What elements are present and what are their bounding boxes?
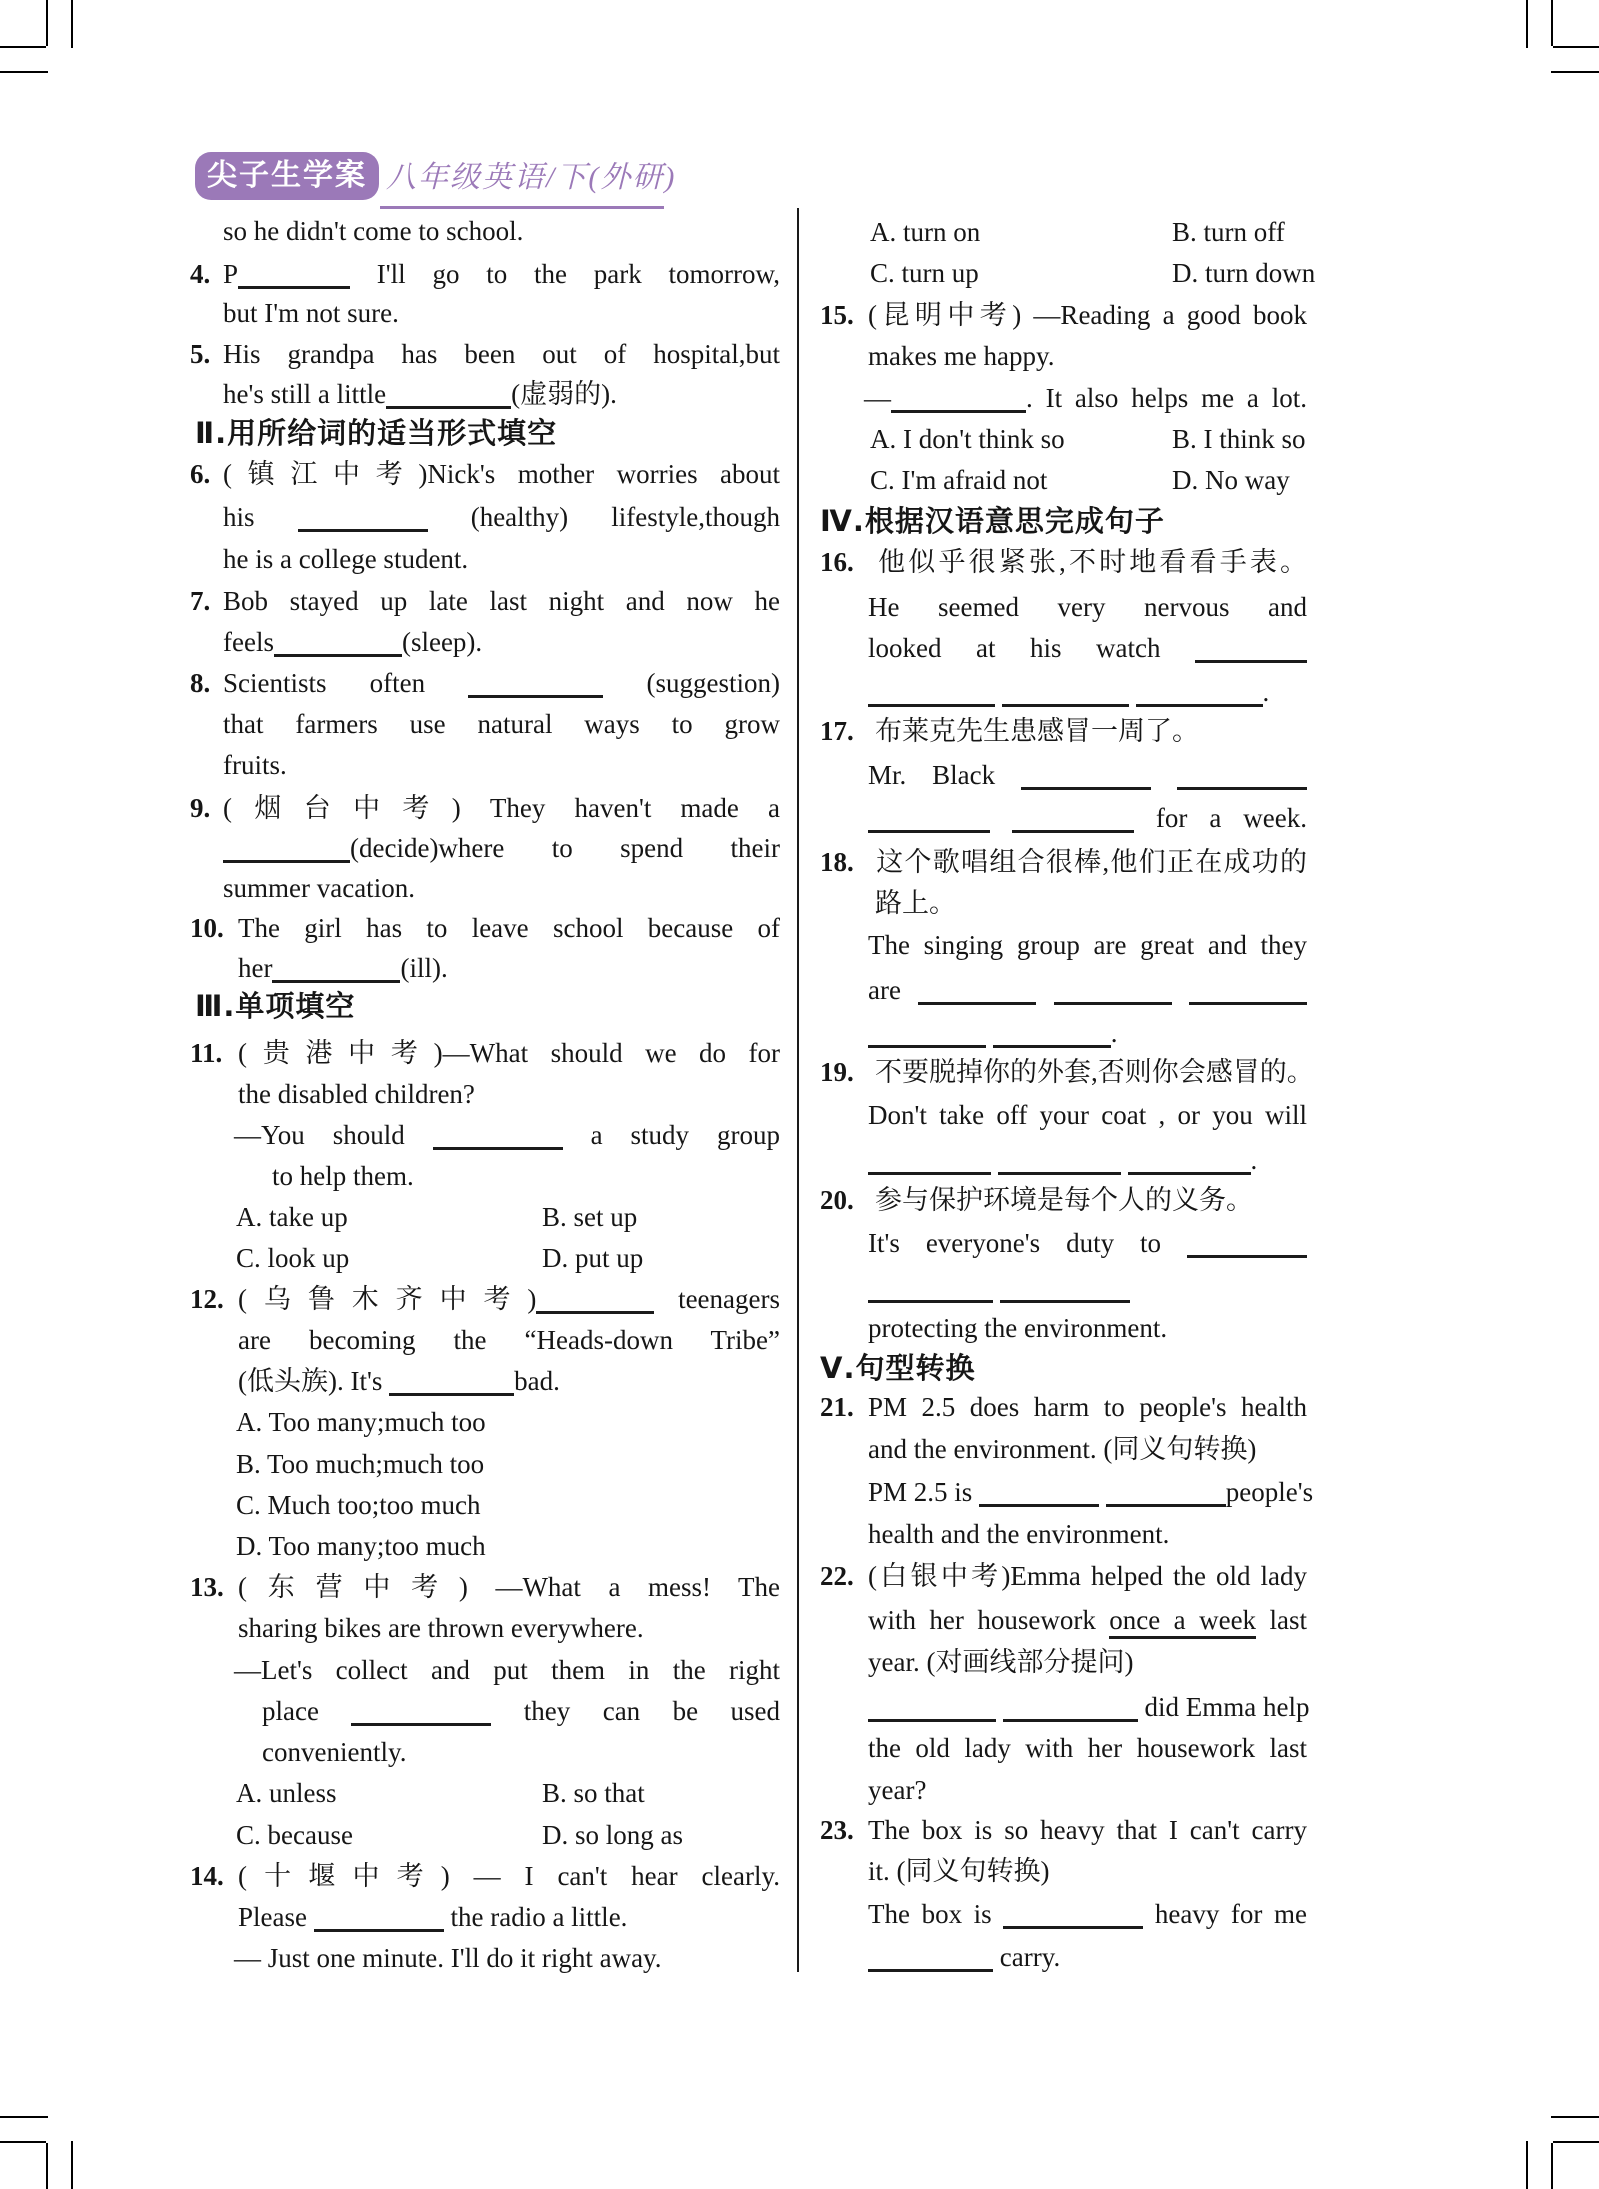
crop-mark-line	[1553, 46, 1599, 48]
answer-blank[interactable]	[272, 954, 400, 983]
answer-blank[interactable]	[868, 1274, 993, 1303]
title-underline	[380, 206, 664, 209]
text-line: D. turn down	[1172, 258, 1316, 288]
answer-blank[interactable]	[1128, 1146, 1251, 1175]
question-number: 17.	[820, 716, 854, 746]
section-header: Ⅲ.单项填空	[195, 989, 356, 1023]
text-line: C. turn up	[870, 258, 979, 288]
question-number: 16.	[820, 547, 854, 577]
question-number: 22.	[820, 1561, 854, 1591]
answer-blank[interactable]	[868, 804, 990, 833]
question-line: 15. (昆明中考) —Reading a good book	[820, 295, 1307, 336]
question-number: 11.	[190, 1038, 223, 1068]
text-line: C. because	[236, 1820, 353, 1850]
crop-mark-line	[0, 46, 46, 48]
text-line: B. set up	[542, 1202, 638, 1232]
answer-blank[interactable]	[386, 380, 511, 409]
question-line: 20. 参与保护环境是每个人的义务。	[820, 1180, 1253, 1221]
question-line: 11. (贵港中考)—What should we do for	[190, 1033, 780, 1074]
text-line: He seemed very nervous and	[868, 592, 1307, 622]
text-line: (低头族). It's bad.	[238, 1366, 560, 1396]
text-line: are becoming the “Heads-down Tribe”	[238, 1325, 780, 1355]
text-line: feels (sleep).	[223, 627, 483, 657]
text-line: Mr. Black	[868, 755, 1307, 796]
question-number: 4.	[190, 259, 211, 289]
text-line: but I'm not sure.	[223, 298, 399, 328]
question-number: 14.	[190, 1861, 224, 1891]
text-line: C. I'm afraid not	[870, 465, 1048, 495]
answer-blank[interactable]	[298, 503, 428, 532]
text-line: year?	[868, 1775, 927, 1805]
question-line: 16. 他似乎很紧张,不时地看看手表。	[820, 542, 1307, 583]
question-number: 10.	[190, 913, 224, 943]
crop-mark-line	[1551, 2116, 1599, 2118]
crop-mark-line	[1526, 0, 1528, 48]
text-line: It's everyone's duty to	[868, 1223, 1307, 1264]
question-number: 6.	[190, 459, 211, 489]
text-line: summer vacation.	[223, 873, 415, 903]
text-line: C. look up	[236, 1243, 350, 1273]
text-line: A. I don't think so	[870, 424, 1065, 454]
crop-mark-line	[1526, 2141, 1528, 2189]
text-line: A. unless	[236, 1778, 337, 1808]
brand-badge: 尖子生学案	[195, 152, 379, 200]
answer-blank[interactable]	[868, 1693, 996, 1722]
question-line: 17. 布莱克先生患感冒一周了。	[820, 711, 1199, 752]
text-line: year. (对画线部分提问)	[868, 1647, 1134, 1677]
text-line: 路上。	[875, 888, 956, 918]
text-line: .	[868, 1013, 1118, 1054]
text-line: to help them.	[272, 1161, 414, 1191]
text-line: that farmers use natural ways to grow	[223, 709, 780, 739]
text-line: The singing group are great and they	[868, 930, 1307, 960]
text-line: protecting the environment.	[868, 1313, 1168, 1343]
answer-blank[interactable]	[891, 384, 1026, 413]
answer-blank[interactable]	[468, 669, 603, 698]
text-line: are	[868, 970, 1307, 1011]
text-line: for a week.	[868, 798, 1307, 839]
answer-blank[interactable]	[274, 628, 402, 657]
text-line: fruits.	[223, 750, 287, 780]
answer-blank[interactable]	[1136, 678, 1263, 707]
text-line: A. turn on	[870, 217, 981, 247]
text-line: (decide)where to spend their	[223, 828, 780, 869]
text-line: he's still a little (虚弱的).	[223, 379, 617, 409]
text-line: A. Too many;much too	[236, 1407, 486, 1437]
text-line: .	[868, 1140, 1257, 1181]
text-line: D. so long as	[542, 1820, 683, 1850]
text-line: place they can be used	[262, 1696, 780, 1726]
answer-blank[interactable]	[1003, 1693, 1138, 1722]
text-line: The box is heavy for me	[868, 1899, 1307, 1929]
text-line: D. No way	[1172, 465, 1290, 495]
question-line: 19. 不要脱掉你的外套,否则你会感冒的。	[820, 1052, 1307, 1093]
question-line: 13. (东营中考) —What a mess! The	[190, 1567, 780, 1608]
text-line: the old lady with her housework last	[868, 1733, 1307, 1763]
answer-blank[interactable]	[1106, 1478, 1226, 1507]
answer-blank[interactable]	[1195, 634, 1307, 663]
text-line: —Let's collect and put them in the right	[234, 1655, 780, 1685]
question-line: 5. His grandpa has been out of hospital,but	[190, 334, 780, 375]
crop-mark-line	[71, 0, 73, 48]
answer-blank[interactable]	[1189, 976, 1307, 1005]
answer-blank[interactable]	[998, 1146, 1121, 1175]
text-line: did Emma help	[868, 1687, 1307, 1728]
text-line: her (ill).	[238, 953, 448, 983]
answer-blank[interactable]	[1003, 1900, 1143, 1929]
crop-mark-line	[46, 2143, 48, 2189]
answer-blank[interactable]	[1021, 761, 1151, 790]
crop-mark-line	[0, 2116, 48, 2118]
question-line: 21. PM 2.5 does harm to people's health	[820, 1387, 1307, 1428]
text-line: —You should a study group	[234, 1120, 780, 1150]
question-number: 19.	[820, 1057, 854, 1087]
crop-mark-line	[71, 2141, 73, 2189]
answer-blank[interactable]	[351, 1697, 491, 1726]
question-number: 15.	[820, 300, 854, 330]
answer-blank[interactable]	[868, 678, 995, 707]
question-line: 12. (乌鲁木齐中考) teenagers	[190, 1279, 780, 1320]
answer-blank[interactable]	[536, 1285, 654, 1314]
section-header: Ⅱ.用所给词的适当形式填空	[195, 416, 558, 450]
answer-blank[interactable]	[223, 834, 350, 863]
crop-mark-line	[1553, 2141, 1599, 2143]
question-line: 6. (镇江中考)Nick's mother worries about	[190, 454, 780, 495]
question-number: 13.	[190, 1572, 224, 1602]
question-line: 9. (烟台中考) They haven't made a	[190, 788, 780, 829]
text-line: B. Too much;much too	[236, 1449, 485, 1479]
answer-blank[interactable]	[1012, 804, 1134, 833]
text-line: B. so that	[542, 1778, 645, 1808]
answer-blank[interactable]	[1177, 761, 1307, 790]
text-line: makes me happy.	[868, 341, 1055, 371]
text-line: conveniently.	[262, 1737, 407, 1767]
answer-blank[interactable]	[1000, 1274, 1130, 1303]
answer-blank[interactable]	[1002, 678, 1129, 707]
text-line: with her housework once a week last	[868, 1600, 1307, 1641]
question-line: 8. Scientists often (suggestion)	[190, 663, 780, 704]
text-line: .	[868, 672, 1269, 713]
crop-mark-line	[1551, 0, 1553, 46]
text-line: his (healthy) lifestyle,though	[223, 502, 780, 532]
question-line: 23. The box is so heavy that I can't carry	[820, 1810, 1307, 1851]
text-line: — . It also helps me a lot.	[864, 383, 1307, 413]
answer-blank[interactable]	[314, 1903, 444, 1932]
section-header: Ⅴ.句型转换	[820, 1351, 976, 1385]
question-line: 7. Bob stayed up late last night and now he	[190, 581, 780, 622]
question-line: 22. (白银中考)Emma helped the old lady	[820, 1556, 1307, 1597]
question-number: 8.	[190, 668, 211, 698]
text-line: D. Too many;too much	[236, 1531, 486, 1561]
crop-mark-line	[0, 71, 48, 73]
text-line: sharing bikes are thrown everywhere.	[238, 1613, 644, 1643]
question-number: 5.	[190, 339, 211, 369]
question-number: 12.	[190, 1284, 224, 1314]
column-divider	[797, 208, 799, 1972]
question-number: 7.	[190, 586, 211, 616]
question-number: 18.	[820, 847, 854, 877]
page-title: 八年级英语/下(外研)	[386, 161, 677, 194]
question-number: 21.	[820, 1392, 854, 1422]
text-line: B. I think so	[1172, 424, 1306, 454]
text-line: the disabled children?	[238, 1079, 475, 1109]
answer-blank[interactable]	[868, 1943, 993, 1972]
answer-blank[interactable]	[868, 1146, 991, 1175]
text-line: D. put up	[542, 1243, 644, 1273]
text-line: A. take up	[236, 1202, 348, 1232]
text-line: PM 2.5 is people's	[868, 1477, 1314, 1507]
question-number: 20.	[820, 1185, 854, 1215]
text-line: B. turn off	[1172, 217, 1285, 247]
underlined-phrase: once a week	[1109, 1605, 1256, 1639]
answer-blank[interactable]	[868, 1019, 986, 1048]
text-line: Don't take off your coat , or you will	[868, 1100, 1307, 1130]
question-number: 9.	[190, 793, 211, 823]
answer-blank[interactable]	[433, 1121, 563, 1150]
text-line: and the environment. (同义句转换)	[868, 1434, 1257, 1464]
text-line: he is a college student.	[223, 544, 469, 574]
section-header: Ⅳ.根据汉语意思完成句子	[820, 504, 1165, 538]
text-line: — Just one minute. I'll do it right away.	[234, 1943, 662, 1973]
answer-blank[interactable]	[979, 1478, 1099, 1507]
text-line: Please the radio a little.	[238, 1902, 628, 1932]
crop-mark-line	[0, 2141, 46, 2143]
question-number: 23.	[820, 1815, 854, 1845]
crop-mark-line	[46, 0, 48, 46]
text-line: looked at his watch	[868, 628, 1307, 669]
answer-blank[interactable]	[1187, 1229, 1307, 1258]
answer-blank[interactable]	[993, 1019, 1111, 1048]
text-line: health and the environment.	[868, 1519, 1170, 1549]
question-line: 18. 这个歌唱组合很棒,他们正在成功的	[820, 842, 1307, 883]
text-line: carry.	[868, 1937, 1060, 1978]
answer-blank[interactable]	[1054, 976, 1172, 1005]
question-line: 4. P I'll go to the park tomorrow,	[190, 254, 780, 295]
text-line: C. Much too;too much	[236, 1490, 481, 1520]
crop-mark-line	[1551, 2143, 1553, 2189]
text-line: so he didn't come to school.	[223, 216, 524, 246]
answer-blank[interactable]	[389, 1367, 514, 1396]
question-line: 14. (十堰中考) — I can't hear clearly.	[190, 1856, 780, 1897]
answer-blank[interactable]	[238, 260, 350, 289]
crop-mark-line	[1551, 71, 1599, 73]
question-line: 10. The girl has to leave school because of	[190, 908, 780, 949]
text-line	[868, 1268, 1130, 1309]
answer-blank[interactable]	[918, 976, 1036, 1005]
text-line: it. (同义句转换)	[868, 1856, 1050, 1886]
